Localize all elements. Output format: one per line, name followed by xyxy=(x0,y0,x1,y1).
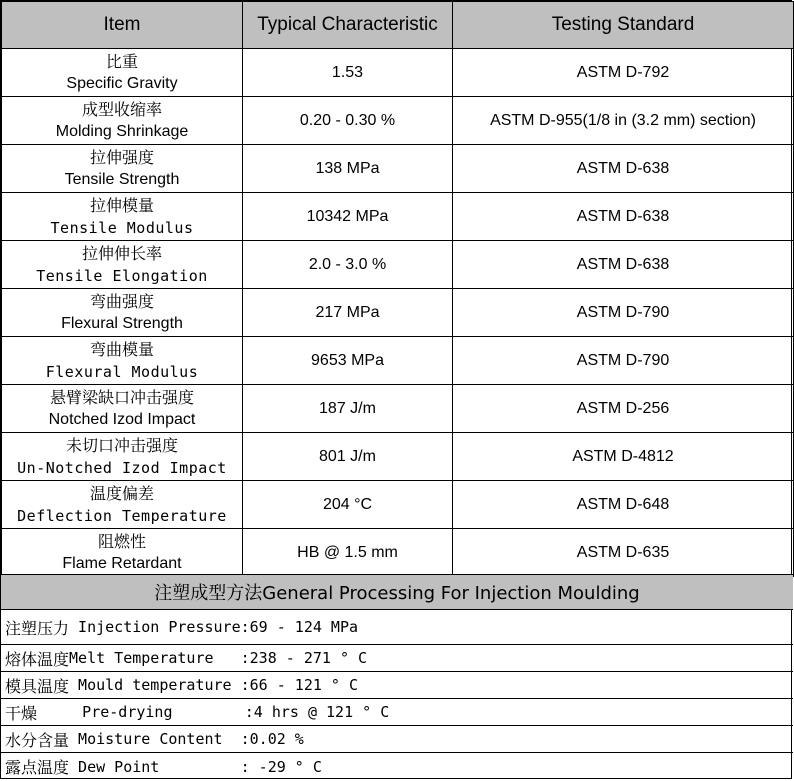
processing-value: :0.02 % xyxy=(240,730,304,748)
processing-row xyxy=(1,753,793,780)
processing-list xyxy=(1,610,793,780)
table-header-row xyxy=(2,2,794,49)
item-chinese-name: 弯曲模量 xyxy=(89,339,154,359)
typical-value-cell: 9653 MPa xyxy=(243,337,453,385)
item-chinese-name: 未切口冲击强度 xyxy=(65,435,178,455)
testing-standard-cell: ASTM D-955(1/8 in (3.2 mm) section) xyxy=(453,97,794,145)
item-chinese-name: 拉伸模量 xyxy=(89,195,154,215)
typical-value-cell: 187 J/m xyxy=(243,385,453,433)
typical-value-cell: 138 MPa xyxy=(243,145,453,193)
testing-standard-cell: ASTM D-256 xyxy=(453,385,794,433)
item-english-name: Flexural Modulus xyxy=(45,362,199,381)
processing-title: 注塑成型方法General Processing For Injection Moulding xyxy=(1,574,793,610)
table-row xyxy=(2,241,794,289)
item-cell xyxy=(2,97,243,145)
processing-english-label: Melt Temperature xyxy=(69,649,241,667)
item-english-name: Deflection Temperature xyxy=(17,506,227,525)
processing-english-label: Dew Point xyxy=(69,757,241,776)
item-chinese-name: 悬臂梁缺口冲击强度 xyxy=(49,387,194,407)
testing-standard-cell: ASTM D-638 xyxy=(453,241,794,289)
properties-table xyxy=(1,1,794,577)
item-english-name: Specific Gravity xyxy=(66,74,178,92)
typical-value-cell: 10342 MPa xyxy=(243,193,453,241)
processing-chinese-label: 熔体温度 xyxy=(5,649,70,669)
item-cell xyxy=(2,433,243,481)
testing-standard-cell: ASTM D-638 xyxy=(453,145,794,193)
item-cell xyxy=(2,49,243,97)
testing-standard-cell: ASTM D-4812 xyxy=(453,433,794,481)
table-row xyxy=(2,97,794,145)
processing-row xyxy=(1,672,793,699)
processing-english-label: Mould temperature xyxy=(69,676,241,694)
header-item: Item xyxy=(2,2,243,49)
table-row xyxy=(2,145,794,193)
processing-row xyxy=(1,726,793,753)
testing-standard-cell: ASTM D-648 xyxy=(453,481,794,529)
processing-row xyxy=(1,645,793,672)
item-english-name: Tensile Modulus xyxy=(50,218,194,237)
item-chinese-name: 拉伸强度 xyxy=(89,147,154,167)
properties-body xyxy=(2,49,794,577)
item-chinese-name: 比重 xyxy=(105,51,138,71)
processing-value: :238 - 271 ° C xyxy=(240,649,368,667)
processing-row xyxy=(1,699,793,726)
table-row xyxy=(2,481,794,529)
processing-chinese-label: 模具温度 xyxy=(5,676,70,696)
processing-english-label: Injection Pressure xyxy=(69,618,241,636)
processing-value: : -29 ° C xyxy=(240,757,322,776)
item-cell xyxy=(2,337,243,385)
item-chinese-name: 拉伸伸长率 xyxy=(81,243,162,263)
item-chinese-name: 成型收缩率 xyxy=(81,99,162,119)
processing-chinese-label: 露点温度 xyxy=(5,758,70,777)
item-english-name: Molding Shrinkage xyxy=(55,122,189,140)
header-typical-characteristic: Typical Characteristic xyxy=(243,2,453,49)
item-cell xyxy=(2,193,243,241)
table-row xyxy=(2,193,794,241)
item-cell xyxy=(2,481,243,529)
testing-standard-cell: ASTM D-638 xyxy=(453,193,794,241)
typical-value-cell: 801 J/m xyxy=(243,433,453,481)
item-english-name: Flame Retardant xyxy=(62,554,182,572)
item-chinese-name: 弯曲强度 xyxy=(89,291,154,311)
processing-row xyxy=(1,610,793,645)
processing-value: :4 hrs @ 121 ° C xyxy=(244,703,390,721)
table-row xyxy=(2,385,794,433)
item-english-name: Tensile Strength xyxy=(64,170,180,188)
typical-value-cell: 217 MPa xyxy=(243,289,453,337)
testing-standard-cell: ASTM D-790 xyxy=(453,337,794,385)
item-english-name: Flexural Strength xyxy=(61,314,183,332)
table-row xyxy=(2,49,794,97)
typical-value-cell: 204 °C xyxy=(243,481,453,529)
processing-english-label: Pre-drying xyxy=(37,703,245,721)
typical-value-cell: 1.53 xyxy=(243,49,453,97)
processing-chinese-label: 注塑压力 xyxy=(5,618,70,638)
item-cell xyxy=(2,289,243,337)
item-cell xyxy=(2,241,243,289)
item-english-name: Notched Izod Impact xyxy=(48,410,196,428)
table-row xyxy=(2,289,794,337)
table-row xyxy=(2,529,794,577)
table-row xyxy=(2,337,794,385)
item-chinese-name: 温度偏差 xyxy=(89,483,154,503)
typical-value-cell: 0.20 - 0.30 % xyxy=(243,97,453,145)
item-cell xyxy=(2,385,243,433)
header-testing-standard: Testing Standard xyxy=(453,2,794,49)
typical-value-cell: HB @ 1.5 mm xyxy=(243,529,453,577)
processing-chinese-label: 干燥 xyxy=(5,703,38,723)
table-row xyxy=(2,433,794,481)
item-cell xyxy=(2,145,243,193)
testing-standard-cell: ASTM D-790 xyxy=(453,289,794,337)
item-english-name: Un-Notched Izod Impact xyxy=(17,458,227,477)
processing-chinese-label: 水分含量 xyxy=(5,730,70,750)
item-chinese-name: 阻燃性 xyxy=(97,531,146,551)
processing-value: :69 - 124 MPa xyxy=(240,618,359,636)
item-english-name: Tensile Elongation xyxy=(36,266,208,285)
typical-value-cell: 2.0 - 3.0 % xyxy=(243,241,453,289)
testing-standard-cell: ASTM D-792 xyxy=(453,49,794,97)
processing-value: :66 - 121 ° C xyxy=(240,676,359,694)
item-cell xyxy=(2,529,243,577)
testing-standard-cell: ASTM D-635 xyxy=(453,529,794,577)
processing-english-label: Moisture Content xyxy=(69,730,241,748)
